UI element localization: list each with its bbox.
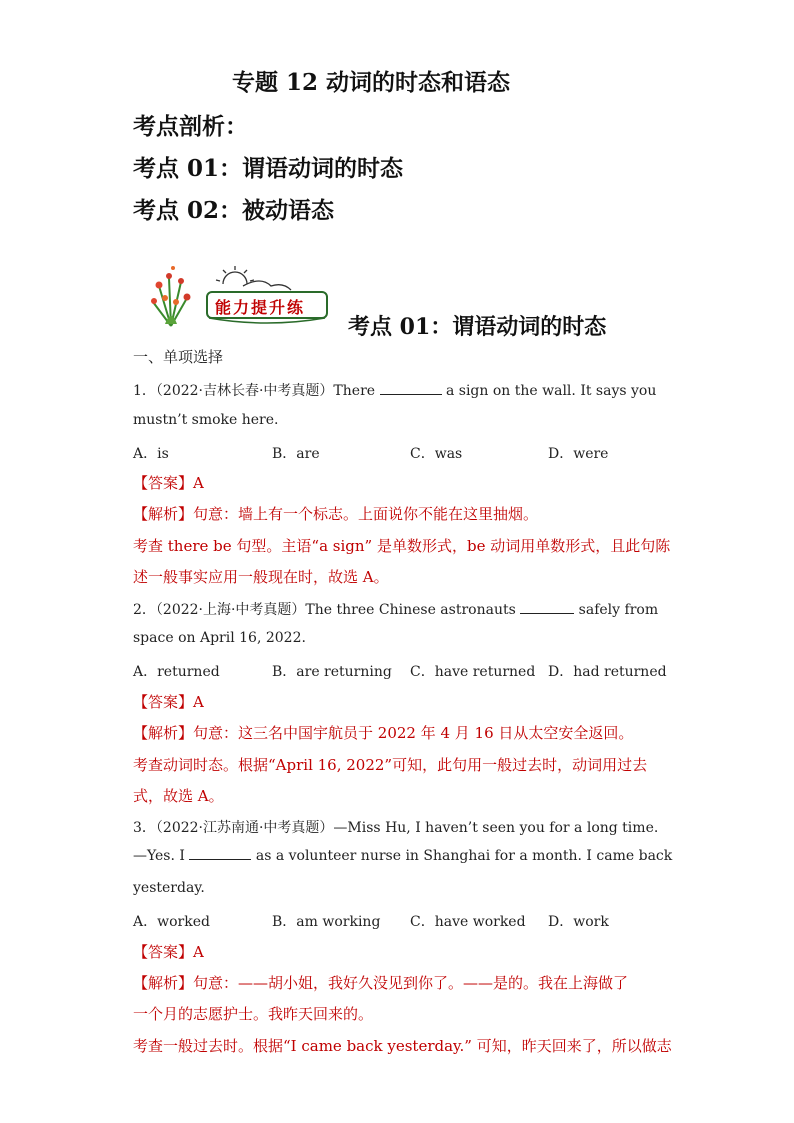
question-3-answer: 【答案】A	[133, 943, 204, 961]
section-subtitle: 一、单项选择	[133, 348, 224, 366]
option-d: D．were	[548, 446, 609, 462]
option-a: A．returned	[133, 664, 220, 680]
question-2-explain-cont: 式，故选 A。	[133, 787, 224, 805]
question-2-analysis: 【解析】句意：这三名中国宇航员于 2022 年 4 月 16 日从太空安全返回。	[133, 724, 634, 742]
option-b: B．are	[272, 446, 320, 462]
question-2-explain: 考查动词时态。根据“April 16, 2022”可知，此句用一般过去时，动词用过去	[133, 756, 648, 774]
answer-blank	[520, 612, 574, 614]
sun-icon	[216, 266, 291, 290]
question-1-answer: 【答案】A	[133, 474, 204, 492]
point-1: 考点 01：谓语动词的时态	[133, 155, 404, 182]
page-title: 专题 12 动词的时态和语态	[232, 69, 511, 96]
option-a: A．worked	[133, 914, 210, 930]
option-b: B．am working	[272, 914, 381, 930]
question-3-explain: 考查一般过去时。根据“I came back yesterday.” 可知，昨天回来了，所以做志	[133, 1037, 672, 1055]
question-1-analysis: 【解析】句意：墙上有一个标志。上面说你不能在这里抽烟。	[133, 505, 539, 523]
question-1-stem: 1．（2022·吉林长春·中考真题）There a sign on the wall. It says you	[133, 383, 657, 399]
point-2: 考点 02：被动语态	[133, 197, 335, 224]
option-c: C．have returned	[410, 664, 536, 680]
option-d: D．work	[548, 914, 609, 930]
question-3-analysis: 【解析】句意：——胡小姐，我好久没见到你了。——是的。我在上海做了	[133, 974, 629, 992]
question-1-explain: 考查 there be 句型。主语“a sign” 是单数形式，be 动词用单数形式，且此句陈	[133, 537, 671, 555]
plant-icon	[151, 266, 191, 326]
question-3-analysis-cont: 一个月的志愿护士。我昨天回来的。	[133, 1005, 374, 1023]
question-1-explain-cont: 述一般事实应用一般现在时，故选 A。	[133, 568, 389, 586]
answer-blank	[189, 858, 251, 860]
option-d: D．had returned	[548, 664, 667, 680]
option-a: A．is	[133, 446, 169, 462]
section-title: 考点 01：谓语动词的时态	[348, 314, 607, 340]
question-1-stem-line2: mustn’t smoke here.	[133, 412, 279, 428]
answer-blank	[380, 393, 442, 395]
option-c: C．have worked	[410, 914, 526, 930]
option-c: C．was	[410, 446, 463, 462]
question-2-stem: 2．（2022·上海·中考真题）The three Chinese astronauts safely from	[133, 602, 659, 618]
question-3-stem: 3．（2022·江苏南通·中考真题）—Miss Hu, I haven’t seen you for a long time.	[133, 820, 659, 836]
question-2-stem-line2: space on April 16, 2022.	[133, 630, 306, 646]
question-3-stem-line2: —Yes. I as a volunteer nurse in Shanghai for a month. I came back	[133, 848, 673, 864]
ability-badge	[143, 258, 343, 338]
badge-label: 能力提升练	[215, 298, 306, 317]
option-b: B．are returning	[272, 664, 392, 680]
analysis-heading: 考点剖析：	[133, 113, 248, 140]
question-3-stem-line3: yesterday.	[133, 880, 205, 896]
question-2-answer: 【答案】A	[133, 693, 204, 711]
